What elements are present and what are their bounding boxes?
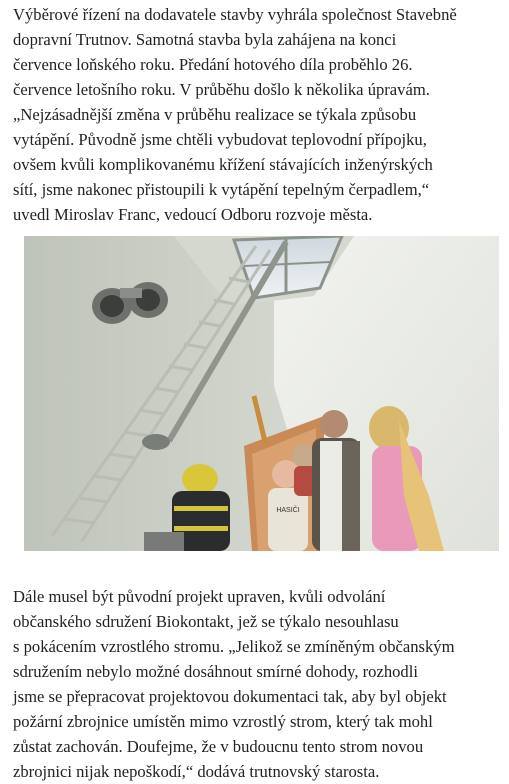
text-line: jsme se přepracovat projektovou dokumentaci tak, aby byl objekt xyxy=(13,687,447,706)
text-line: července letošního roku. V průběhu došlo k několika úpravám. xyxy=(13,80,430,99)
text-line: zbrojnici nijak nepoškodí,“ dodává trutnovský starosta. xyxy=(13,762,380,781)
text-line: ovšem kvůli komplikovanému křížení stávajících inženýrských xyxy=(13,155,433,174)
article-paragraph-2 xyxy=(13,584,503,784)
text-line: dopravní Trutnov. Samotná stavba byla zahájena na konci xyxy=(13,30,397,49)
text-line: zůstat zachován. Doufejme, že v budoucnu tento strom novou xyxy=(13,737,424,756)
text-line: Dále musel být původní projekt upraven, kvůli odvolání xyxy=(13,587,386,606)
shirt-badge: HASIČI xyxy=(276,507,300,514)
article-paragraph-1 xyxy=(13,2,503,227)
text-line: sítí, jsme nakonec přistoupili k vytápění tepelným čerpadlem,“ xyxy=(13,180,430,199)
text-line: července loňského roku. Předání hotového díla proběhlo 26. xyxy=(13,55,413,74)
text-line: „Nejzásadnější změna v průběhu realizace se týkala způsobu xyxy=(13,105,417,124)
article-photo xyxy=(24,236,499,551)
text-line: s pokácením vzrostlého stromu. „Jelikož se zmíněným občanským xyxy=(13,637,455,656)
text-line: Výběrové řízení na dodavatele stavby vyhrála společnost Stavebně xyxy=(13,5,457,24)
text-line: požární zbrojnice umístěn mimo vzrostlý strom, který tak mohl xyxy=(13,712,433,731)
text-line: občanského sdružení Biokontakt, jež se týkalo nesouhlasu xyxy=(13,612,399,631)
text-line: vytápění. Původně jsme chtěli vybudovat teplovodní přípojku, xyxy=(13,130,427,149)
text-line: uvedl Miroslav Franc, vedoucí Odboru rozvoje města. xyxy=(13,205,373,224)
text-line: sdružením nebylo možné dosáhnout smírné dohody, rozhodli xyxy=(13,662,418,681)
